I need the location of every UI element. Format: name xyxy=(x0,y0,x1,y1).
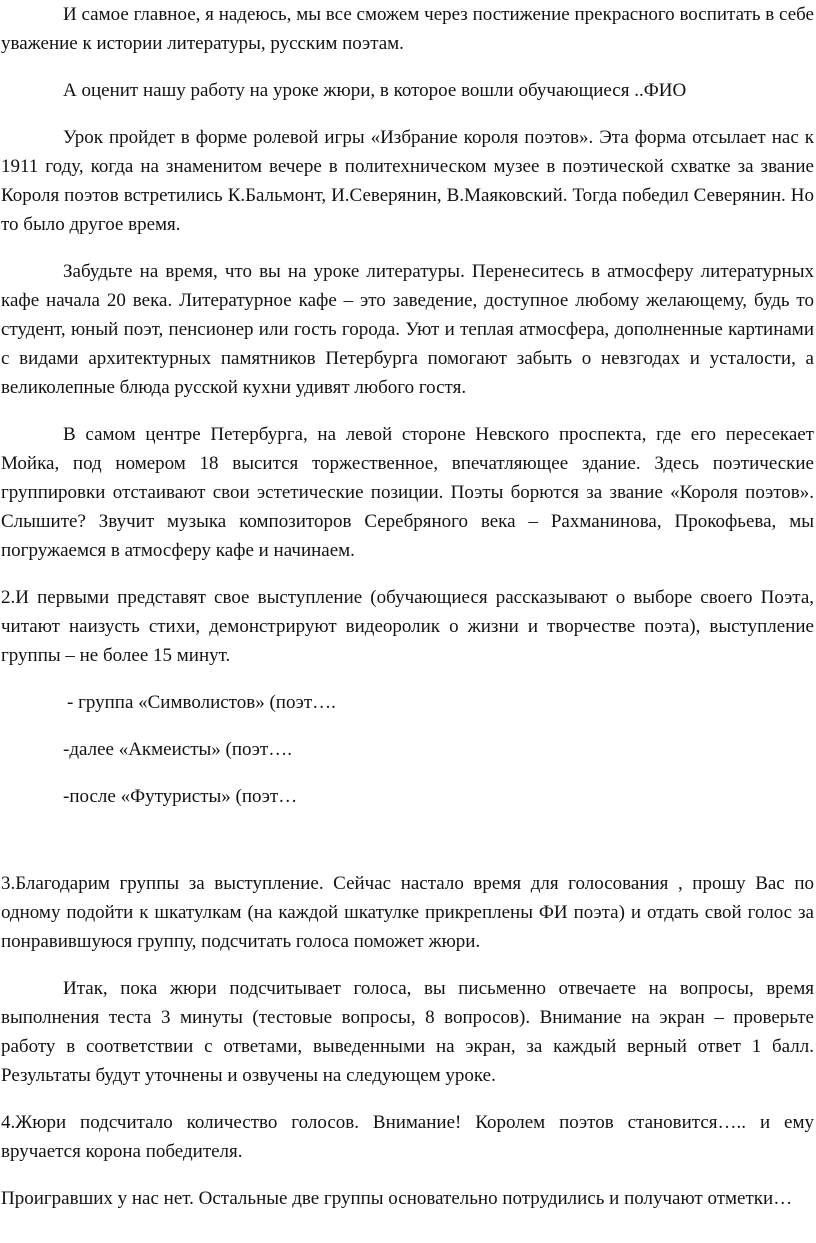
paragraph-literary-cafe: Забудьте на время, что вы на уроке литературы. Перенеситесь в атмосферу литературных кафе начала 20 века. Литературное кафе – это заведение, доступное любому желающему, будь то студент, юный поэт, пенсионер или гость города. Уют и теплая атмосфера, дополненные картинами с видами архитектурных памятников Петербурга помогают забыть о невзгодах и усталости, а великолепные блюда русской кухни удивят любого гостя. xyxy=(1,261,814,398)
paragraph-petersburg: В самом центре Петербурга, на левой стороне Невского проспекта, где его пересекает Мойка, под номером 18 высится торжественное, впечатляющее здание. Здесь поэтические группировки отстаивают свои эстетические позиции. Поэты борются за звание «Короля поэтов». Слышите? Звучит музыка композиторов Серебряного века – Рахманинова, Прокофьева, мы погружаемся в атмосферу кафе и начинаем. xyxy=(1,424,814,561)
paragraph-step-4: 4.Жюри подсчитало количество голосов. Внимание! Королем поэтов становится….. и ему вручается корона победителя. xyxy=(1,1112,814,1162)
paragraph-conclusion: Проигравших у нас нет. Остальные две группы основательно потрудились и получают отметки… xyxy=(1,1188,793,1209)
group-symbolists: - группа «Символистов» (поэт…. xyxy=(67,692,336,713)
paragraph-intro: И самое главное, я надеюсь, мы все сможем через постижение прекрасного воспитать в себе уважение к истории литературы, русским поэтам. xyxy=(1,4,814,54)
paragraph-role-play: Урок пройдет в форме ролевой игры «Избрание короля поэтов». Эта форма отсылает нас к 1911 году, когда на знаменитом вечере в политехническом музее в поэтической схватке за звание Короля поэтов встретились К.Бальмонт, И.Северянин, В.Маяковский. Тогда победил Северянин. Но то было другое время. xyxy=(1,127,814,235)
paragraph-step-2: 2.И первыми представят свое выступление (обучающиеся рассказывают о выборе своего Поэта, читают наизусть стихи, демонстрируют видеоролик о жизни и творчестве поэта), выступление группы – не более 15 минут. xyxy=(1,587,814,666)
paragraph-test: Итак, пока жюри подсчитывает голоса, вы письменно отвечаете на вопросы, время выполнения теста 3 минуты (тестовые вопросы, 8 вопросов). Внимание на экран – проверьте работу в соответствии с ответами, выведенными на экран, за каждый верный ответ 1 балл. Результаты будут уточнены и озвучены на следующем уроке. xyxy=(1,978,814,1086)
group-futurists: -после «Футуристы» (поэт… xyxy=(63,786,298,807)
paragraph-jury: А оценит нашу работу на уроке жюри, в которое вошли обучающиеся ..ФИО xyxy=(63,80,687,101)
group-acmeists: -далее «Акмеисты» (поэт…. xyxy=(63,739,292,760)
paragraph-step-3: 3.Благодарим группы за выступление. Сейчас настало время для голосования , прошу Вас по одному подойти к шкатулкам (на каждой шкатулке прикреплены ФИ поэта) и отдать свой голос за понравившуюся группу, подсчитать голоса поможет жюри. xyxy=(1,873,814,952)
